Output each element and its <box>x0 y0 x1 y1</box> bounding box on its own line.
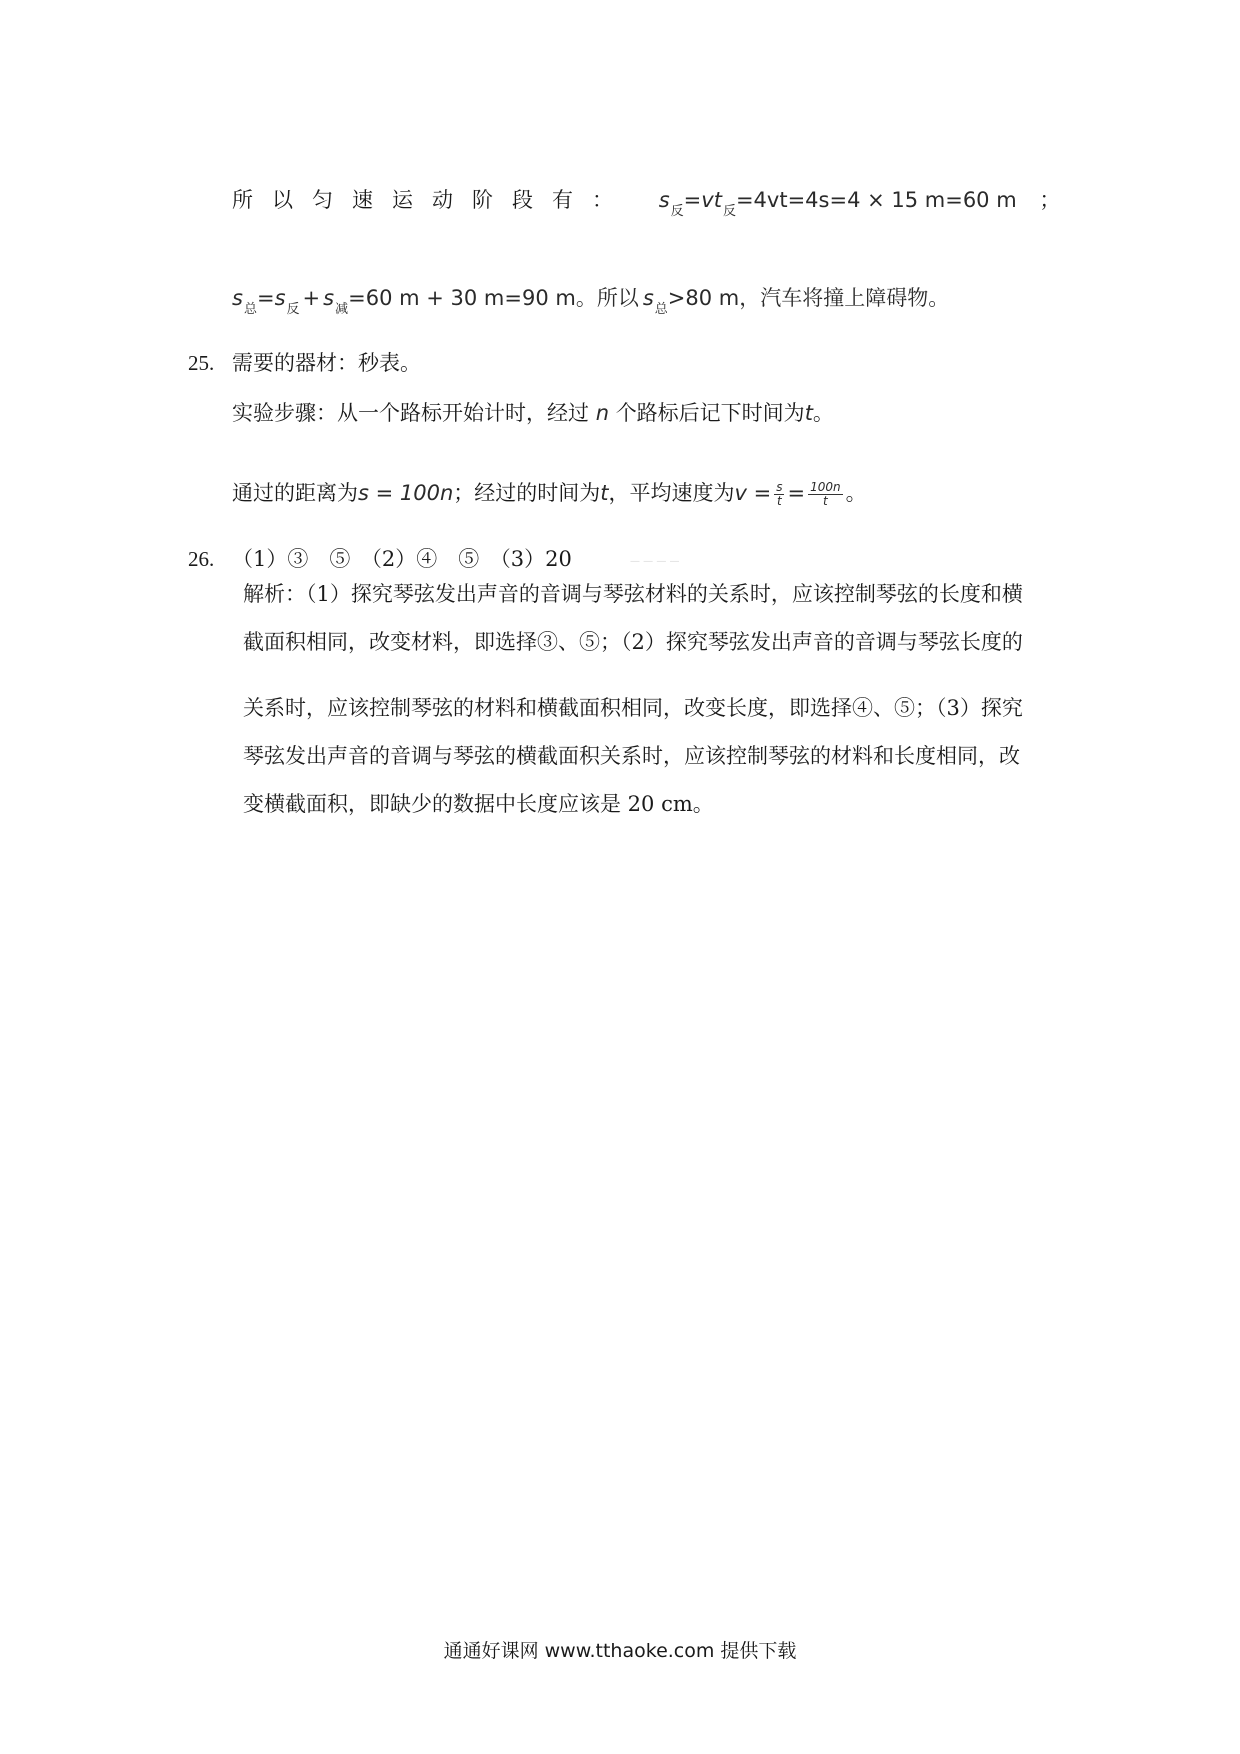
fraction-100n-over-t <box>808 481 843 508</box>
question-26-answer: （1）③ ⑤ （2）④ ⑤ （3）20 <box>232 547 572 571</box>
formula-var-s: s <box>658 188 670 212</box>
fraction-s-over-t <box>774 481 784 508</box>
formula-rest: =4vt=4s=4 × 15 m=60 m <box>735 188 1017 212</box>
formula-total-distance <box>232 286 950 317</box>
formula-eq: = <box>787 481 806 505</box>
steps-text-b: 个路标后记下时间为 <box>615 401 805 425</box>
formula-eq: = <box>256 286 275 310</box>
question-26-analysis-4: 琴弦发出声音的音调与琴弦的横截面积关系时，应该控制琴弦的材料和长度相同，改 <box>243 744 1020 768</box>
formula-var-s: s <box>642 286 654 310</box>
formula-sub: 反 <box>286 302 300 317</box>
formula-sub: 反 <box>670 204 684 219</box>
question-26-analysis-2: 截面积相同，改变材料，即选择③、⑤；（2）探究琴弦发出声音的音调与琴弦长度的 <box>243 630 1023 654</box>
formula-rest: =60 m + 30 m=90 m。所以 <box>348 286 639 310</box>
faint-scan-mark: — — — — <box>630 556 680 567</box>
question-25-steps <box>232 398 834 428</box>
formula-plus: + <box>302 286 321 310</box>
formula-sub: 反 <box>722 204 736 219</box>
formula-sub: 总 <box>654 302 668 317</box>
formula-s-fan <box>658 188 1024 219</box>
fraction-numerator: 100n <box>810 480 841 494</box>
steps-text-c: 。 <box>812 401 834 425</box>
formula-var-vt: vt <box>701 188 722 212</box>
fraction-numerator: s <box>776 480 783 494</box>
solution-line-2 <box>232 283 949 317</box>
question-26-analysis-1: 解析：（1）探究琴弦发出声音的音调与琴弦材料的关系时，应该控制琴弦的长度和横 <box>243 582 1023 606</box>
solution-line-1-end: ； <box>1039 188 1061 212</box>
formula-var-s: s <box>274 286 286 310</box>
var-t: t <box>804 401 813 425</box>
formula-eq: = <box>683 188 702 212</box>
fraction-denominator: t <box>822 494 828 508</box>
question-25-distance <box>232 478 867 508</box>
formula-sub: 减 <box>335 302 349 317</box>
var-n: n <box>595 401 609 425</box>
dist-text-a: 通过的距离为 <box>232 481 358 505</box>
dist-text-b: ；经过的时间为 <box>453 481 601 505</box>
question-26-number: 26. <box>188 547 215 571</box>
var-t: t <box>600 481 609 505</box>
formula-var-s: s <box>323 286 335 310</box>
var-v: v = <box>734 481 772 505</box>
steps-text-a: 实验步骤：从一个路标开始计时，经过 <box>232 401 589 425</box>
formula-var-s: s <box>232 286 243 310</box>
question-25-number: 25. <box>188 351 215 375</box>
dist-end: 。 <box>845 481 867 505</box>
solution-line-1-prefix: 所以匀速运动阶段有： <box>232 188 632 212</box>
formula-tail: >80 m，汽车将撞上障碍物。 <box>667 286 950 310</box>
formula-sub: 总 <box>243 302 257 317</box>
dist-text-c: ，平均速度为 <box>608 481 735 505</box>
solution-line-1 <box>232 185 1060 219</box>
question-26-analysis-5: 变横截面积，即缺少的数据中长度应该是 20 cm。 <box>243 792 714 816</box>
question-25-equipment: 需要的器材：秒表。 <box>232 351 421 375</box>
question-26-analysis-3: 关系时，应该控制琴弦的材料和横截面积相同，改变长度，即选择④、⑤；（3）探究 <box>243 696 1023 720</box>
fraction-denominator: t <box>776 494 782 508</box>
dist-formula: s = 100n <box>358 481 454 505</box>
footer-watermark: 通通好课网 www.tthaoke.com 提供下载 <box>443 1640 797 1662</box>
